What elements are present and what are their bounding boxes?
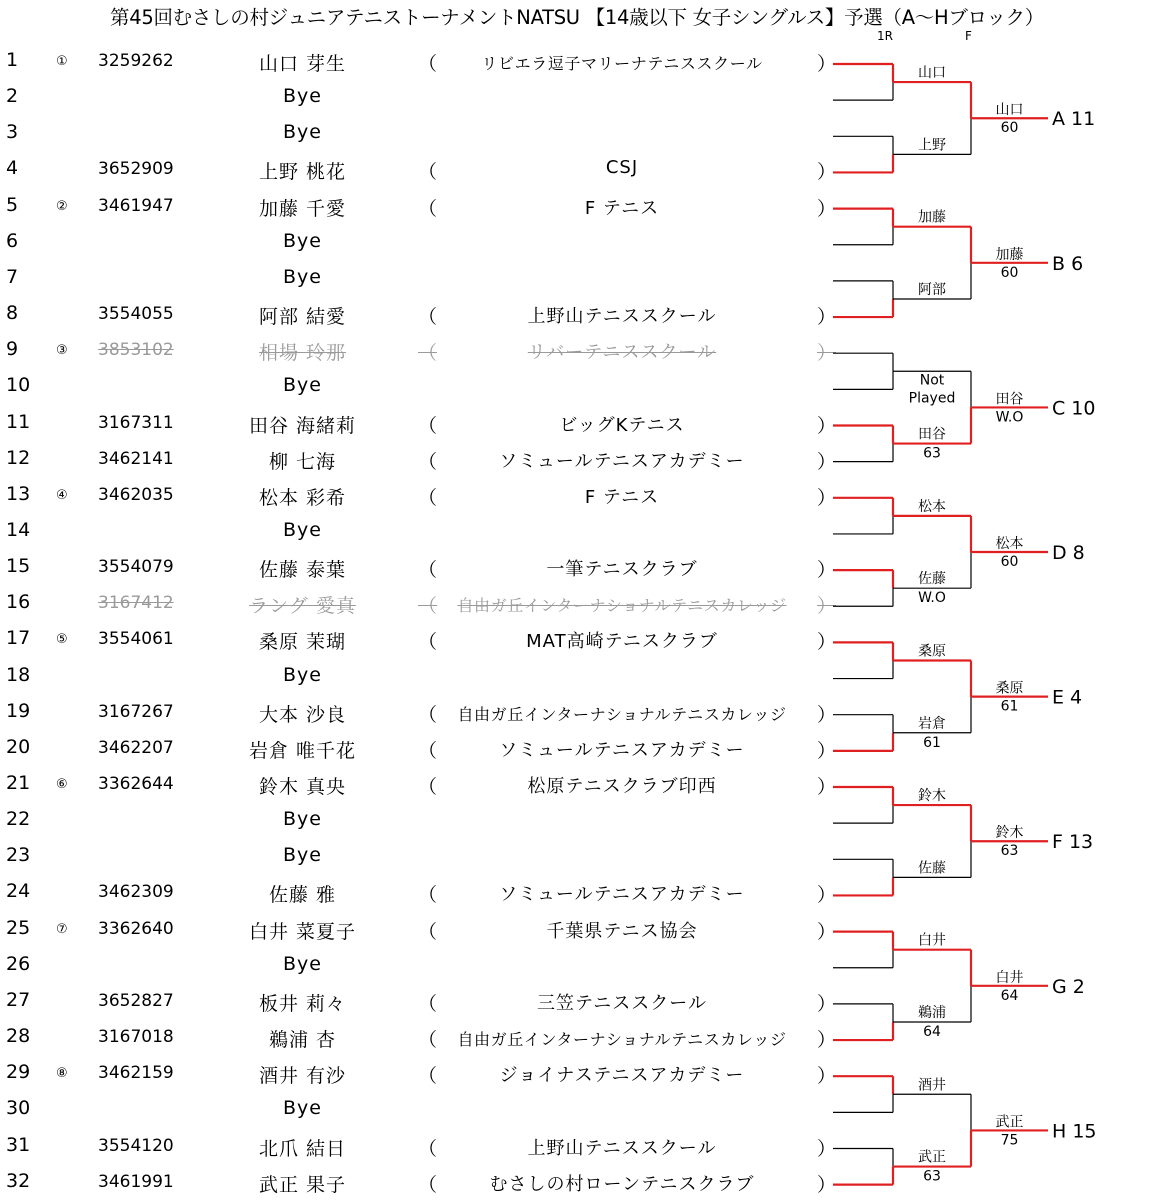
entry-number: 10 — [6, 374, 31, 397]
r1-winner-name: 桑原 — [918, 643, 946, 660]
club-paren-close: ） — [817, 197, 837, 220]
final-score: 60 — [1000, 120, 1019, 137]
entry-number: 17 — [6, 627, 31, 650]
club-paren-close: ） — [817, 306, 837, 329]
club-paren-close: ） — [817, 1137, 837, 1160]
player-name: 山口 芽生 — [258, 53, 347, 75]
player-name: 松本 彩希 — [258, 486, 347, 509]
club-paren-close: ） — [817, 342, 837, 365]
final-score: 63 — [1000, 843, 1019, 860]
r1-winner-name: 加藤 — [918, 209, 946, 226]
club-name: 自由ガ丘インターナショナルテニスカレッジ — [457, 596, 787, 616]
club-paren-close: ） — [817, 1029, 837, 1052]
entry-number: 24 — [6, 880, 31, 903]
entry-number: 5 — [6, 193, 19, 216]
club-paren-open: （ — [418, 161, 438, 184]
club-paren-open: （ — [418, 53, 438, 75]
seed-mark: ② — [56, 198, 68, 214]
entry-number: 7 — [6, 265, 19, 288]
entry-number: 19 — [6, 699, 31, 722]
r1-winner-name: 酒井 — [918, 1077, 946, 1094]
player-name: 酒井 有沙 — [258, 1065, 347, 1088]
club-name: ソミュールテニスアカデミー — [499, 450, 745, 472]
club-name: ソミュールテニスアカデミー — [499, 739, 745, 761]
club-name: F テニス — [584, 197, 660, 219]
r1-winner-name: 阿部 — [918, 281, 946, 298]
final-score: 61 — [1000, 698, 1019, 715]
r1-winner-name: 武正 — [918, 1149, 946, 1166]
entry-number: 18 — [6, 663, 31, 686]
final-winner-name: 松本 — [995, 536, 1024, 553]
player-name: 鵜浦 杏 — [268, 1029, 337, 1052]
entry-number: 13 — [6, 482, 31, 505]
entry-number: 3 — [6, 121, 19, 144]
club-paren-close: ） — [817, 739, 837, 762]
club-paren-open: （ — [418, 1065, 438, 1088]
club-name: 千葉県テニス協会 — [546, 920, 698, 942]
entry-number: 26 — [6, 952, 31, 975]
entry-number: 4 — [6, 157, 19, 180]
player-id: 3853102 — [98, 340, 174, 361]
entry-number: 32 — [6, 1169, 31, 1192]
club-paren-open: （ — [418, 631, 438, 654]
player-name: 相場 玲那 — [258, 342, 347, 365]
player-name: 阿部 結愛 — [258, 306, 347, 329]
player-name: Bye — [283, 374, 322, 397]
club-paren-open: （ — [418, 992, 438, 1015]
entry-number: 1 — [6, 49, 19, 71]
player-name: Bye — [283, 952, 322, 975]
player-name: 白井 菜夏子 — [248, 920, 357, 943]
final-score: 60 — [1000, 554, 1019, 571]
player-name: Bye — [283, 121, 322, 144]
seed-mark: ⑦ — [56, 921, 68, 937]
r1-winner-name: 岩倉 — [918, 715, 946, 732]
player-id: 3259262 — [98, 51, 174, 71]
player-id: 3461991 — [98, 1171, 174, 1192]
club-name: ジョイナステニスアカデミー — [499, 1065, 745, 1087]
r1-winner-name: 松本 — [918, 498, 946, 515]
r1-score: 63 — [923, 1168, 941, 1185]
entry-number: 21 — [6, 772, 31, 794]
draw-title: 第45回むさしの村ジュニアテニストーナメントNATSU 【14歳以下 女子シングルス】予選（A～Hブロック） — [110, 6, 1044, 29]
club-name: 松原テニスクラブ印西 — [527, 776, 717, 797]
block-qualifier-label: D 8 — [1052, 542, 1085, 565]
seed-mark: ⑧ — [56, 1066, 68, 1082]
player-name: 板井 莉々 — [258, 992, 347, 1015]
club-paren-close: ） — [817, 884, 837, 907]
seed-mark: ④ — [56, 487, 68, 503]
entry-number: 22 — [6, 808, 31, 831]
club-paren-close: ） — [817, 559, 837, 582]
player-id: 3462159 — [98, 1063, 174, 1084]
club-paren-close: ） — [817, 1065, 837, 1088]
seed-mark: ⑤ — [56, 632, 68, 648]
club-name: 一筆テニスクラブ — [546, 559, 698, 581]
club-name: ビッグKテニス — [559, 414, 685, 436]
block-qualifier-label: G 2 — [1052, 975, 1085, 998]
club-paren-open: （ — [418, 1029, 438, 1052]
club-name: MAT高崎テニスクラブ — [526, 631, 718, 653]
club-paren-open: （ — [418, 486, 438, 509]
club-name: 上野山テニススクール — [527, 306, 717, 328]
entry-number: 14 — [6, 518, 31, 541]
entry-number: 20 — [6, 735, 31, 758]
block-qualifier-label: H 15 — [1052, 1120, 1097, 1143]
club-paren-close: ） — [817, 53, 837, 75]
player-name: Bye — [283, 229, 322, 252]
entry-number: 25 — [6, 916, 31, 939]
entry-number: 28 — [6, 1025, 31, 1048]
club-paren-open: （ — [418, 739, 438, 762]
player-id: 3462309 — [98, 882, 174, 903]
final-winner-name: 武正 — [995, 1114, 1024, 1131]
entry-number: 29 — [6, 1061, 31, 1084]
club-paren-open: （ — [418, 884, 438, 907]
r1-score: W.O — [918, 590, 946, 607]
block-qualifier-label: E 4 — [1052, 686, 1083, 709]
player-name: 大本 沙良 — [258, 703, 347, 726]
club-paren-close: ） — [817, 992, 837, 1015]
seed-mark: ③ — [56, 343, 68, 359]
player-name: 加藤 千愛 — [258, 197, 347, 220]
player-id: 3554079 — [98, 557, 174, 578]
club-paren-open: （ — [418, 1173, 438, 1196]
round-header-final: F — [965, 29, 972, 43]
club-name: 自由ガ丘インターナショナルテニスカレッジ — [457, 1030, 787, 1050]
player-name: Bye — [283, 808, 322, 831]
club-paren-close: ） — [817, 703, 837, 726]
entry-number: 15 — [6, 555, 31, 578]
club-paren-open: （ — [418, 414, 438, 437]
round-header-1r: 1R — [877, 29, 893, 43]
club-paren-open: （ — [418, 559, 438, 582]
seed-mark: ⑥ — [56, 777, 68, 792]
r1-score: 61 — [923, 734, 941, 751]
club-paren-open: （ — [418, 920, 438, 943]
club-name: ソミュールテニスアカデミー — [499, 884, 745, 906]
club-name: リビエラ逗子マリーナテニススクール — [481, 54, 763, 73]
r1-winner-name: 山口 — [918, 65, 946, 82]
club-paren-close: ） — [817, 776, 837, 798]
final-winner-name: 鈴木 — [995, 825, 1024, 842]
final-score: 75 — [1000, 1132, 1019, 1149]
block-qualifier-label: B 6 — [1052, 252, 1084, 275]
entry-number: 2 — [6, 85, 19, 108]
club-paren-close: ） — [817, 414, 837, 437]
club-paren-close: ） — [817, 1173, 837, 1196]
player-name: 佐藤 泰葉 — [258, 559, 347, 582]
r1-winner-name: 鵜浦 — [918, 1004, 946, 1021]
entry-number: 16 — [6, 591, 31, 614]
entry-number: 30 — [6, 1097, 31, 1120]
club-paren-open: （ — [418, 1137, 438, 1160]
club-paren-open: （ — [418, 306, 438, 329]
entry-number: 23 — [6, 844, 31, 867]
player-id: 3462035 — [98, 484, 174, 505]
player-id: 3554055 — [98, 304, 174, 325]
player-name: ラング 愛真 — [249, 595, 356, 618]
block-qualifier-label: A 11 — [1052, 108, 1096, 131]
entry-number: 11 — [6, 410, 31, 433]
club-name: 三笠テニススクール — [537, 992, 707, 1014]
player-name: Bye — [283, 518, 322, 541]
player-id: 3652827 — [98, 990, 174, 1011]
club-paren-open: （ — [418, 342, 438, 365]
club-paren-open: （ — [418, 595, 438, 618]
r1-winner-name: 白井 — [918, 932, 946, 949]
club-name: F テニス — [584, 486, 660, 508]
club-paren-open: （ — [418, 450, 438, 473]
player-name: 佐藤 雅 — [268, 884, 337, 907]
player-name: 桑原 茉瑚 — [258, 631, 347, 654]
entry-number: 31 — [6, 1133, 31, 1156]
player-name: 武正 果子 — [258, 1173, 347, 1196]
club-name: むさしの村ローンテニスクラブ — [489, 1173, 755, 1195]
club-paren-close: ） — [817, 161, 837, 184]
club-paren-open: （ — [418, 776, 438, 798]
player-name: 北爪 結日 — [258, 1137, 347, 1160]
club-name: CSJ — [605, 157, 639, 179]
final-winner-name: 加藤 — [995, 246, 1024, 263]
entry-number: 8 — [6, 302, 19, 325]
r1-winner-name: 佐藤 — [918, 571, 946, 588]
player-id: 3167018 — [98, 1027, 174, 1048]
club-paren-close: ） — [817, 486, 837, 509]
player-id: 3554120 — [98, 1135, 174, 1156]
r1-winner-name: 鈴木 — [918, 788, 946, 805]
player-name: 鈴木 真央 — [258, 776, 347, 798]
player-id: 3461947 — [98, 195, 174, 216]
final-score: 64 — [1000, 987, 1019, 1004]
club-paren-open: （ — [418, 703, 438, 726]
entry-number: 6 — [6, 229, 19, 252]
player-id: 3362644 — [98, 774, 174, 794]
club-paren-close: ） — [817, 920, 837, 943]
entry-number: 27 — [6, 988, 31, 1011]
final-score: W.O — [995, 409, 1024, 426]
club-name: 上野山テニススクール — [527, 1137, 717, 1159]
player-name: 岩倉 唯千花 — [248, 739, 357, 762]
player-id: 3167267 — [98, 701, 174, 722]
final-winner-name: 白井 — [995, 969, 1024, 986]
r1-winner-name: 上野 — [918, 137, 946, 154]
player-name: 上野 桃花 — [258, 161, 347, 184]
player-name: Bye — [283, 265, 322, 288]
player-id: 3462141 — [98, 448, 174, 469]
player-id: 3167412 — [98, 593, 174, 614]
player-name: 田谷 海緒莉 — [248, 414, 357, 437]
block-qualifier-label: F 13 — [1052, 831, 1094, 854]
player-name: Bye — [283, 663, 322, 686]
club-paren-close: ） — [817, 631, 837, 654]
final-score: 60 — [1000, 264, 1019, 281]
club-name: 自由ガ丘インターナショナルテニスカレッジ — [457, 704, 787, 724]
player-name: Bye — [283, 844, 322, 867]
r1-winner-name: 佐藤 — [918, 860, 946, 877]
match-status: Played — [908, 390, 956, 407]
player-id: 3554061 — [98, 629, 174, 650]
player-name: 柳 七海 — [268, 450, 337, 473]
player-name: Bye — [283, 85, 322, 108]
entry-number: 9 — [6, 338, 19, 361]
r1-winner-name: 田谷 — [918, 426, 946, 443]
player-id: 3167311 — [98, 412, 174, 433]
seed-mark: ① — [56, 54, 68, 69]
club-paren-close: ） — [817, 450, 837, 473]
player-name: Bye — [283, 1097, 322, 1120]
club-paren-close: ） — [817, 595, 837, 618]
player-id: 3652909 — [98, 159, 174, 180]
player-id: 3362640 — [98, 918, 174, 939]
final-winner-name: 桑原 — [995, 680, 1024, 697]
club-name: リバーテニススクール — [527, 342, 717, 364]
entry-number: 12 — [6, 446, 31, 469]
block-qualifier-label: C 10 — [1052, 397, 1096, 420]
player-id: 3462207 — [98, 737, 174, 758]
match-status: Not — [919, 372, 945, 389]
r1-score: 63 — [923, 445, 941, 462]
club-paren-open: （ — [418, 197, 438, 220]
r1-score: 64 — [923, 1023, 941, 1040]
final-winner-name: 山口 — [995, 102, 1024, 119]
final-winner-name: 田谷 — [995, 391, 1024, 408]
